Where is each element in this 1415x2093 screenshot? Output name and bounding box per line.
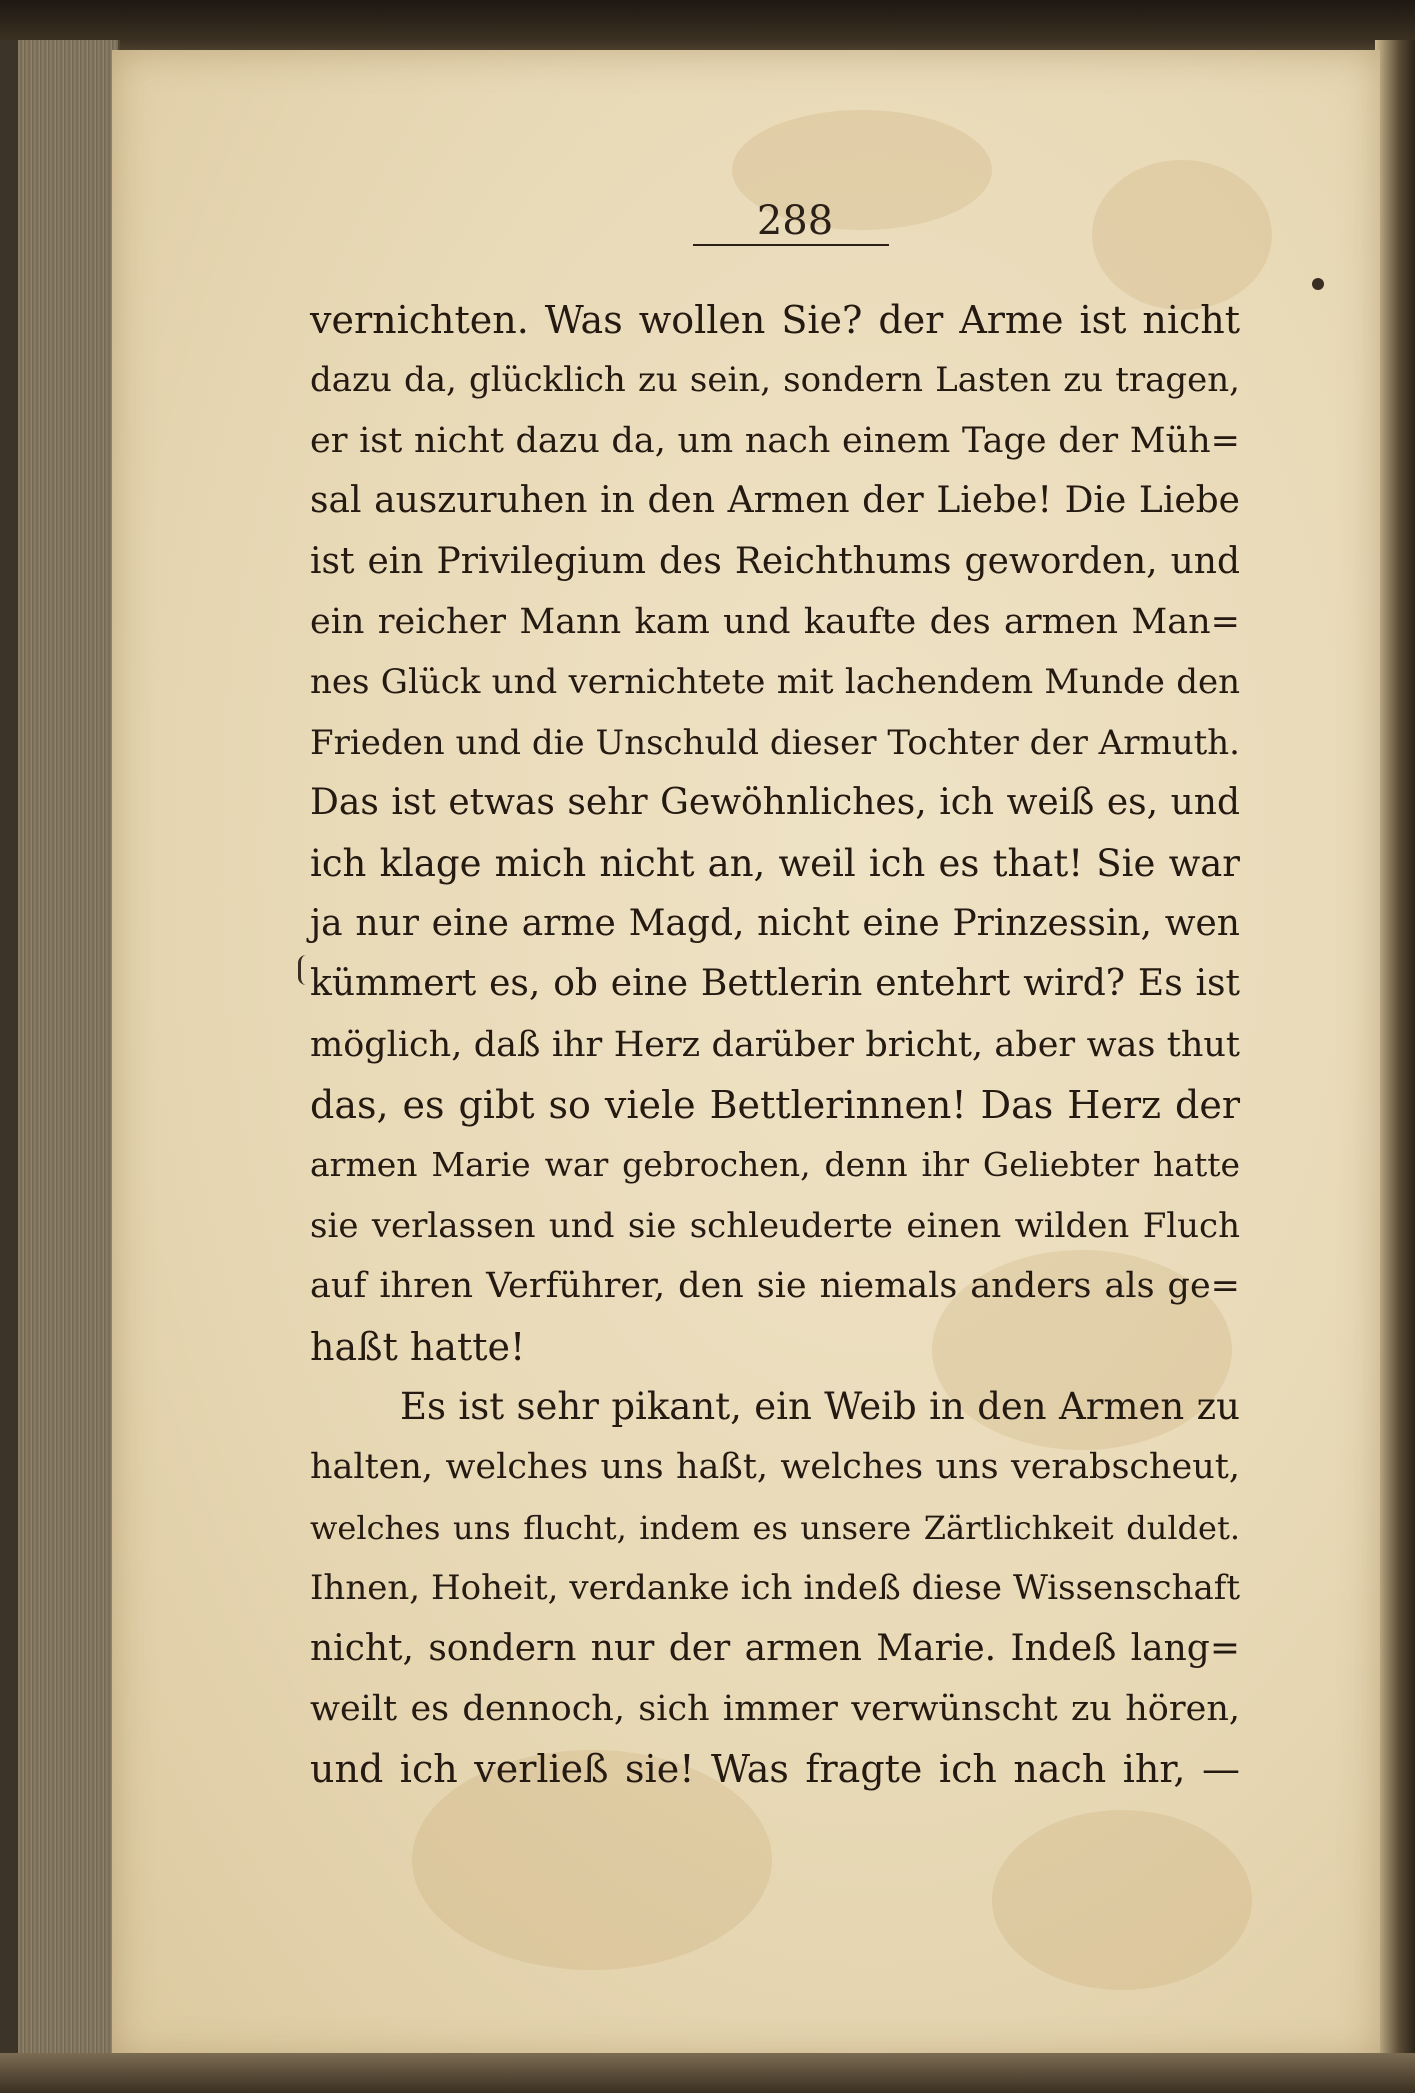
page-number: 288 xyxy=(756,198,834,244)
header-rule xyxy=(693,244,889,246)
paper-stain xyxy=(992,1810,1252,1990)
text-line: weilt es dennoch, sich immer verwünscht zu hören, xyxy=(310,1688,1240,1729)
text-line: auf ihren Verführer, den sie niemals anders als ge= xyxy=(310,1266,1240,1307)
text-line: dazu da, glücklich zu sein, sondern Lasten zu tragen, xyxy=(310,360,1240,401)
paragraph-start-line: Es ist sehr pikant, ein Weib in den Armen zu xyxy=(400,1385,1240,1429)
binding-right xyxy=(1375,40,1415,2093)
text-line: halten, welches uns haßt, welches uns verabscheut, xyxy=(310,1447,1240,1488)
text-line: Frieden und die Unschuld dieser Tochter der Armuth. xyxy=(310,722,1240,763)
cover-edge xyxy=(0,40,18,2080)
text-line: sie verlassen und sie schleuderte einen wilden Fluch xyxy=(310,1205,1240,1246)
text-line: welches uns flucht, indem es unsere Zärtlichkeit duldet. xyxy=(310,1508,1240,1547)
text-line: er ist nicht dazu da, um nach einem Tage der Müh= xyxy=(310,420,1240,461)
text-line: ja nur eine arme Magd, nicht eine Prinzessin, wen xyxy=(310,902,1240,944)
text-line: armen Marie war gebrochen, denn ihr Geliebter hatte xyxy=(310,1145,1240,1185)
text-line: sal auszuruhen in den Armen der Liebe! Die Liebe xyxy=(310,480,1240,522)
text-line: und ich verließ sie! Was fragte ich nach ihr, — xyxy=(310,1747,1240,1792)
text-line: möglich, daß ihr Herz darüber bricht, aber was thut xyxy=(310,1024,1240,1065)
paper-stain xyxy=(1092,160,1272,310)
text-line: Das ist etwas sehr Gewöhnliches, ich weiß es, und xyxy=(310,782,1240,824)
ink-spot xyxy=(1312,278,1324,290)
text-line: ist ein Privilegium des Reichthums geworden, und xyxy=(310,540,1240,582)
text-line: nicht, sondern nur der armen Marie. Indeß lang= xyxy=(310,1627,1240,1669)
binding-bottom xyxy=(0,2053,1415,2093)
text-line: kümmert es, ob eine Bettlerin entehrt wird? Es ist xyxy=(310,963,1240,1005)
paragraph-end-line: haßt hatte! xyxy=(310,1324,526,1369)
text-line: vernichten. Was wollen Sie? der Arme ist nicht xyxy=(310,298,1240,342)
body-text xyxy=(310,290,1240,1800)
text-line: Ihnen, Hoheit, verdanke ich indeß diese Wissenschaft xyxy=(310,1568,1240,1609)
text-line: das, es gibt so viele Bettlerinnen! Das Herz der xyxy=(310,1083,1240,1128)
text-line: nes Glück und vernichtete mit lachendem Munde den xyxy=(310,662,1240,703)
text-line: ein reicher Mann kam und kaufte des armen Man= xyxy=(310,601,1240,642)
page-edges xyxy=(0,40,120,2080)
text-line: ich klage mich nicht an, weil ich es that! Sie war xyxy=(310,841,1240,885)
margin-bracket xyxy=(298,955,307,985)
